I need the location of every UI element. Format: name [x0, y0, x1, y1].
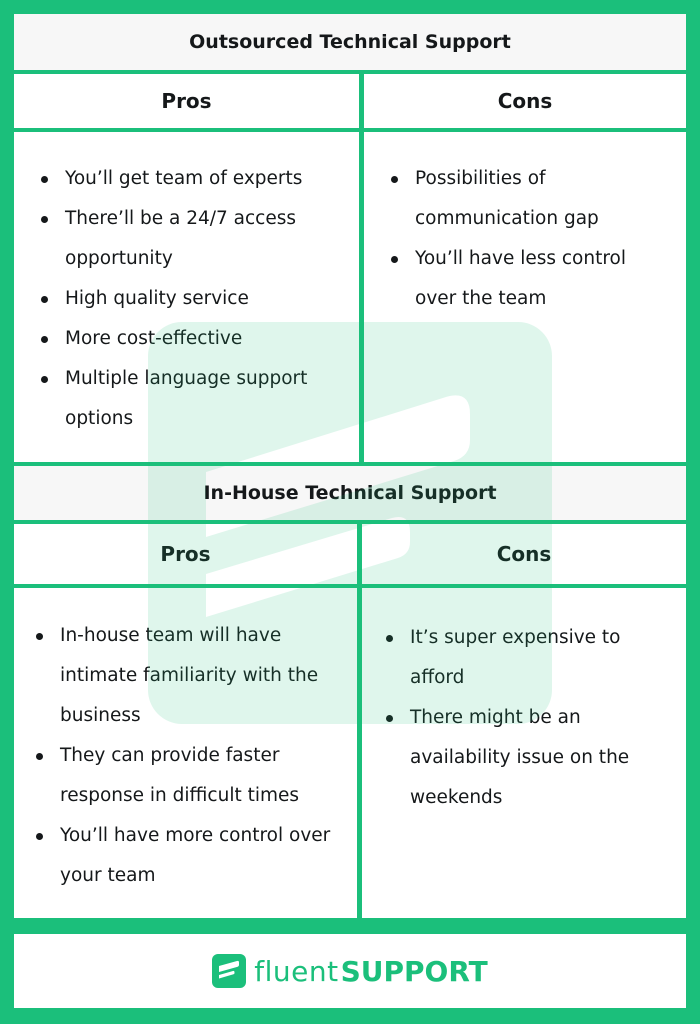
outsourced-title: Outsourced Technical Support [189, 31, 511, 53]
inhouse-cons-cell [362, 588, 686, 918]
outsourced-pros-header [14, 74, 359, 128]
list-item: High quality service [38, 279, 338, 319]
brand-fluent-text: fluent [254, 954, 339, 988]
list-item: You’ll get team of experts [38, 159, 338, 199]
brand-support-text: SUPPORT [340, 954, 488, 988]
inhouse-title-band [14, 466, 686, 520]
list-item: There’ll be a 24/7 access opportunity [38, 199, 338, 279]
inhouse-pros-header [14, 524, 357, 584]
outsourced-cons-list [388, 159, 648, 319]
outsourced-cons-cell [364, 132, 686, 462]
inhouse-pros-cell [14, 588, 357, 918]
inhouse-title: In-House Technical Support [203, 482, 497, 504]
brand-logo [212, 954, 488, 988]
list-item: There might be an availability issue on the weekends [383, 698, 648, 818]
list-item: Multiple language support options [38, 359, 338, 439]
list-item: They can provide faster response in difficult times [33, 736, 333, 816]
outsourced-cons-label: Cons [497, 89, 553, 113]
footer [14, 934, 686, 1008]
outsourced-pros-label: Pros [161, 89, 212, 113]
list-item: In-house team will have intimate familiarity with the business [33, 616, 333, 736]
list-item: More cost-effective [38, 319, 338, 359]
list-item: It’s super expensive to afford [383, 618, 648, 698]
list-item: You’ll have more control over your team [33, 816, 333, 896]
inhouse-cons-header [362, 524, 686, 584]
inhouse-pros-label: Pros [160, 542, 211, 566]
list-item: You’ll have less control over the team [388, 239, 648, 319]
inhouse-cons-list [383, 618, 648, 818]
fluent-support-logo-icon [212, 954, 246, 988]
outsourced-title-band [14, 14, 686, 70]
outsourced-cons-header [364, 74, 686, 128]
list-item: Possibilities of communication gap [388, 159, 648, 239]
outsourced-pros-cell [14, 132, 359, 462]
outsourced-pros-list [38, 159, 338, 439]
inhouse-pros-list [33, 616, 333, 896]
inhouse-cons-label: Cons [496, 542, 552, 566]
